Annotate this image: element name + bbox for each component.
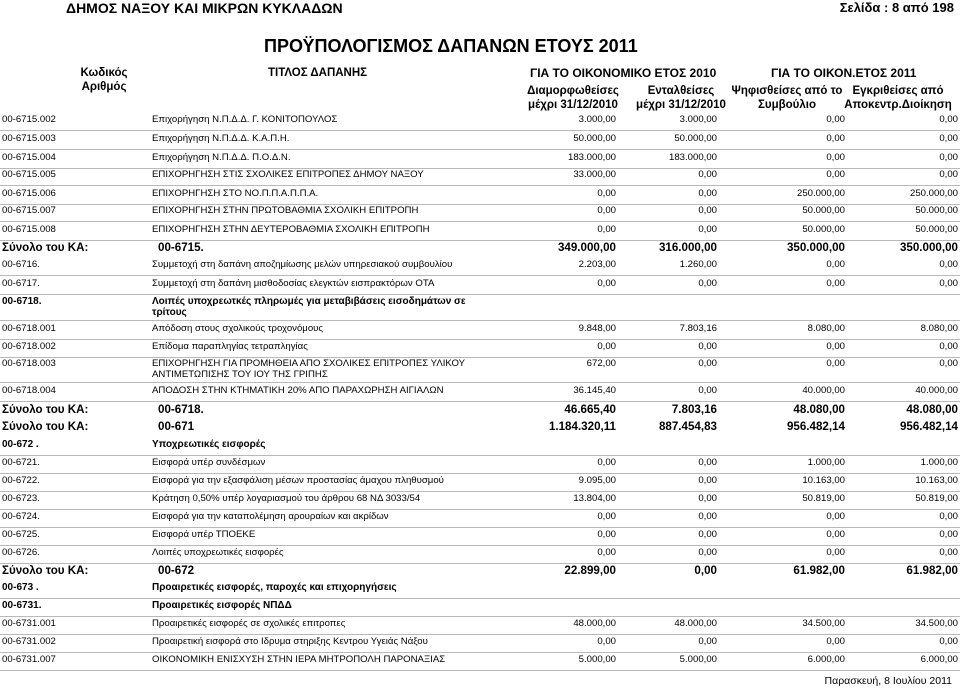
row-voted: 0,00 xyxy=(826,152,845,163)
row-ordered: 0,00 xyxy=(698,457,717,468)
table-row xyxy=(0,257,960,276)
row-shaped: 9.848,00 xyxy=(578,323,616,334)
col-shaped-header xyxy=(520,84,626,112)
table-row xyxy=(0,616,960,635)
row-code: 00-6722. xyxy=(2,475,40,486)
row-approved: 34.500,00 xyxy=(915,618,958,629)
row-code: 00-6715.005 xyxy=(2,169,56,180)
row-ordered: 3.000,00 xyxy=(679,114,717,125)
row-shaped: 3.000,00 xyxy=(578,114,616,125)
section-code: 00-6718. xyxy=(2,296,42,307)
row-code: 00-6731.007 xyxy=(2,654,56,665)
row-code: 00-6715.002 xyxy=(2,114,56,125)
row-approved: 0,00 xyxy=(939,169,958,180)
row-approved: 0,00 xyxy=(939,636,958,647)
col-ordered-line2: μέχρι 31/12/2010 xyxy=(636,99,726,111)
row-code: 00-6718.001 xyxy=(2,323,56,334)
row-ordered: 1.260,00 xyxy=(679,259,717,270)
table-row xyxy=(0,321,960,340)
subtotal-shaped: 46.665,40 xyxy=(564,403,616,416)
subtotal-code: 00-671 xyxy=(158,420,195,433)
row-code: 00-6724. xyxy=(2,511,40,522)
row-code: 00-6716. xyxy=(2,259,40,270)
row-ordered: 0,00 xyxy=(698,547,717,558)
row-shaped: 48.000,00 xyxy=(573,618,616,629)
subtotal-ordered: 316.000,00 xyxy=(658,241,717,254)
subtotal-row xyxy=(0,563,960,581)
table-row xyxy=(0,652,960,671)
row-title: Απόδοση στους σχολικούς τροχονόμους xyxy=(152,323,324,334)
row-title: Κράτηση 0,50% υπέρ λογαριασμού του άρθρου 68 ΝΔ 3033/54 xyxy=(152,493,421,504)
row-ordered: 0,00 xyxy=(698,385,717,396)
col-title-header: ΤΙΤΛΟΣ ΔΑΠΑΝΗΣ xyxy=(268,67,368,79)
section-heading-row xyxy=(0,598,960,617)
row-voted: 50.000,00 xyxy=(802,205,845,216)
row-title: Επιχορήγηση Ν.Π.Δ.Δ. Γ. ΚΟΝΙΤΟΠΟΥΛΟΣ xyxy=(152,114,338,125)
col-code-line1: Κωδικός xyxy=(80,67,128,79)
col-group-2010: ΓΙΑ ΤΟ ΟΙΚΟΝΟΜΙΚΟ ΕΤΟΣ 2010 xyxy=(530,66,717,80)
row-shaped: 183.000,00 xyxy=(567,152,616,163)
section-code: 00-672 . xyxy=(2,439,39,450)
municipality-name: ΔΗΜΟΣ ΝΑΞΟΥ ΚΑΙ ΜΙΚΡΩΝ ΚΥΚΛΑΔΩΝ xyxy=(66,0,343,16)
row-voted: 0,00 xyxy=(826,358,845,369)
row-ordered: 7.803,16 xyxy=(679,323,717,334)
row-code: 00-6715.003 xyxy=(2,133,56,144)
table-row xyxy=(0,276,960,295)
row-code: 00-6715.007 xyxy=(2,205,56,216)
row-approved: 0,00 xyxy=(939,341,958,352)
row-ordered: 0,00 xyxy=(698,475,717,486)
row-approved: 0,00 xyxy=(939,114,958,125)
row-ordered: 0,00 xyxy=(698,278,717,289)
table-row xyxy=(0,527,960,546)
subtotal-row xyxy=(0,402,960,420)
row-shaped: 0,00 xyxy=(597,529,616,540)
row-voted: 0,00 xyxy=(826,341,845,352)
row-approved: 0,00 xyxy=(939,259,958,270)
row-ordered: 0,00 xyxy=(698,493,717,504)
section-heading-row xyxy=(0,294,960,321)
row-voted: 0,00 xyxy=(826,529,845,540)
row-voted: 0,00 xyxy=(826,511,845,522)
col-code-line2: Αριθμός xyxy=(81,81,127,93)
col-approved-line1: Εγκριθείσες από xyxy=(852,85,944,97)
row-title: Συμμετοχή στη δαπάνη αποζημίωσης μελών υπηρεσιακού συμβουλίου xyxy=(152,259,453,270)
row-shaped: 33.000,00 xyxy=(573,169,616,180)
subtotal-label: Σύνολο του ΚΑ: xyxy=(2,420,89,433)
subtotal-voted: 350.000,00 xyxy=(786,241,845,254)
row-approved: 0,00 xyxy=(939,529,958,540)
row-shaped: 50.000,00 xyxy=(573,133,616,144)
section-heading-row xyxy=(0,437,960,456)
row-code: 00-6715.004 xyxy=(2,152,56,163)
row-title: Εισφορά υπέρ ΤΠΟΕΚΕ xyxy=(152,529,256,540)
row-code: 00-6715.006 xyxy=(2,188,56,199)
row-title: Επίδομα παραπληγίας τετραπληγίας xyxy=(152,341,308,352)
subtotal-voted: 48.080,00 xyxy=(793,403,845,416)
subtotal-ordered: 0,00 xyxy=(694,564,717,577)
section-code: 00-673 . xyxy=(2,582,39,593)
row-approved: 0,00 xyxy=(939,547,958,558)
row-shaped: 0,00 xyxy=(597,341,616,352)
row-voted: 0,00 xyxy=(826,114,845,125)
row-approved: 0,00 xyxy=(939,278,958,289)
row-shaped: 5.000,00 xyxy=(578,654,616,665)
table-row xyxy=(0,203,960,222)
subtotal-code: 00-672 xyxy=(158,564,195,577)
row-ordered: 50.000,00 xyxy=(674,133,717,144)
row-shaped: 0,00 xyxy=(597,278,616,289)
col-shaped-line2: μέχρι 31/12/2010 xyxy=(528,99,618,111)
section-heading-row xyxy=(0,580,960,599)
row-ordered: 0,00 xyxy=(698,341,717,352)
row-approved: 50.000,00 xyxy=(915,224,958,235)
row-voted: 0,00 xyxy=(826,169,845,180)
document-title: ΠΡΟΫΠΟΛΟΓΙΣΜΟΣ ΔΑΠΑΝΩΝ ΕΤΟΥΣ 2011 xyxy=(264,36,638,56)
row-approved: 50.000,00 xyxy=(915,205,958,216)
section-title: Λοιπές υποχρεωτκές πληρωμές για μεταβιβάσεις εισοδημάτων σε τρίτους xyxy=(152,296,466,318)
row-code: 00-6721. xyxy=(2,457,40,468)
subtotal-ordered: 7.803,16 xyxy=(671,403,717,416)
row-title: ΕΠΙΧΟΡΗΓΗΣΗ ΣΤΗΝ ΠΡΩΤΟΒΑΘΜΙΑ ΣΧΟΛΙΚΗ ΕΠΙΤΡΟΠΗ xyxy=(152,205,419,216)
row-voted: 0,00 xyxy=(826,259,845,270)
row-voted: 0,00 xyxy=(826,278,845,289)
row-ordered: 183.000,00 xyxy=(668,152,717,163)
row-ordered: 5.000,00 xyxy=(679,654,717,665)
section-title: Υποχρεωτικές εισφορές xyxy=(152,439,266,450)
col-voted-line2: Συμβούλιο xyxy=(758,99,816,111)
subtotal-approved: 350.000,00 xyxy=(899,241,958,254)
row-shaped: 13.804,00 xyxy=(573,493,616,504)
row-title: ΕΠΙΧΟΡΗΓΗΣΗ ΓΙΑ ΠΡΟΜΗΘΕΙΑ ΑΠΟ ΣΧΟΛΙΚΕΣ ΕΠΙΤΡΟΠΕΣ ΥΛΙΚΟΥ ΑΝΤΙΜΕΤΩΠΙΣΗΣ ΤΟΥ ΙΟΥ ΤΗΣ ΓΡΙΠΗΣ xyxy=(152,358,465,380)
row-voted: 0,00 xyxy=(826,636,845,647)
table-row xyxy=(0,473,960,492)
row-title: ΟΙΚΟΝΟΜΙΚΗ ΕΝΙΣΧΥΣΗ ΣΤΗΝ ΙΕΡΑ ΜΗΤΡΟΠΟΛΗ ΠΑΡΟΝΑΞΙΑΣ xyxy=(152,654,446,665)
subtotal-approved: 956.482,14 xyxy=(899,420,958,433)
row-code: 00-6718.004 xyxy=(2,385,56,396)
row-shaped: 0,00 xyxy=(597,457,616,468)
subtotal-label: Σύνολο του ΚΑ: xyxy=(2,403,89,416)
row-ordered: 0,00 xyxy=(698,224,717,235)
section-title: Προαιρετικές εισφορές ΝΠΔΔ xyxy=(152,600,292,611)
row-title: Συμμετοχή στη δαπάνη μισθοδοσίας ελεγκτών εισπρακτόρων ΟΤΑ xyxy=(152,278,435,289)
row-ordered: 0,00 xyxy=(698,205,717,216)
table-row xyxy=(0,383,960,402)
row-voted: 34.500,00 xyxy=(802,618,845,629)
row-code: 00-6717. xyxy=(2,278,40,289)
row-approved: 0,00 xyxy=(939,152,958,163)
row-voted: 250.000,00 xyxy=(796,188,845,199)
row-shaped: 36.145,40 xyxy=(573,385,616,396)
row-voted: 6.000,00 xyxy=(807,654,845,665)
row-title: ΕΠΙΧΟΡΗΓΗΣΗ ΣΤΗΝ ΔΕΥΤΕΡΟΒΑΘΜΙΑ ΣΧΟΛΙΚΗ ΕΠΙΤΡΟΠΗ xyxy=(152,224,430,235)
col-voted-line1: Ψηφισθείσες από το xyxy=(731,85,843,97)
footer-date: Παρασκευή, 8 Ιουλίου 2011 xyxy=(824,675,952,687)
table-row xyxy=(0,222,960,241)
subtotal-shaped: 1.184.320,11 xyxy=(548,420,616,433)
col-voted-header xyxy=(728,84,846,112)
subtotal-shaped: 22.899,00 xyxy=(564,564,616,577)
table-row xyxy=(0,509,960,528)
table-row xyxy=(0,131,960,150)
row-shaped: 0,00 xyxy=(597,636,616,647)
row-title: ΕΠΙΧΟΡΗΓΗΣΗ ΣΤΟ ΝΟ.Π.Π.Α.Π.Π.Α. xyxy=(152,188,319,199)
row-approved: 6.000,00 xyxy=(920,654,958,665)
row-title: Προαιρετικές εισφορές σε σχολικές επιτροπες xyxy=(152,618,346,629)
row-shaped: 0,00 xyxy=(597,224,616,235)
subtotal-ordered: 887.454,83 xyxy=(658,420,717,433)
row-voted: 50.000,00 xyxy=(802,224,845,235)
table-row xyxy=(0,491,960,510)
table-row xyxy=(0,455,960,474)
row-voted: 1.000,00 xyxy=(807,457,845,468)
row-approved: 8.080,00 xyxy=(920,323,958,334)
subtotal-approved: 48.080,00 xyxy=(906,403,958,416)
row-voted: 10.163,00 xyxy=(802,475,845,486)
row-voted: 0,00 xyxy=(826,133,845,144)
subtotal-label: Σύνολο του ΚΑ: xyxy=(2,564,89,577)
row-shaped: 0,00 xyxy=(597,205,616,216)
col-shaped-line1: Διαμορφωθείσες xyxy=(527,85,619,97)
subtotal-code: 00-6715. xyxy=(158,241,204,254)
col-approved-header xyxy=(840,84,956,112)
subtotal-voted: 61.982,00 xyxy=(793,564,845,577)
table-row xyxy=(0,112,960,131)
col-ordered-header xyxy=(630,84,732,112)
row-title: ΑΠΟΔΟΣΗ ΣΤΗΝ ΚΤΗΜΑΤΙΚΗ 20% ΑΠΟ ΠΑΡΑΧΩΡΗΣΗ ΑΙΓΙΑΛΩΝ xyxy=(152,385,444,396)
row-code: 00-6715.008 xyxy=(2,224,56,235)
row-shaped: 0,00 xyxy=(597,511,616,522)
row-title: Εισφορά για την καταπολέμηση αρουραίων και ακρίδων xyxy=(152,511,389,522)
row-title: Εισφορά υπέρ συνδέσμων xyxy=(152,457,266,468)
row-shaped: 9.095,00 xyxy=(578,475,616,486)
row-approved: 50.819,00 xyxy=(915,493,958,504)
col-ordered-line1: Ενταλθείσες xyxy=(647,85,715,97)
subtotal-code: 00-6718. xyxy=(158,403,204,416)
row-approved: 250.000,00 xyxy=(909,188,958,199)
table-row xyxy=(0,545,960,564)
col-code-header xyxy=(74,66,134,94)
row-ordered: 48.000,00 xyxy=(674,618,717,629)
subtotal-approved: 61.982,00 xyxy=(906,564,958,577)
row-code: 00-6731.001 xyxy=(2,618,56,629)
row-ordered: 0,00 xyxy=(698,529,717,540)
table-row xyxy=(0,167,960,186)
row-approved: 1.000,00 xyxy=(920,457,958,468)
subtotal-row xyxy=(0,419,960,437)
section-code: 00-6731. xyxy=(2,600,42,611)
row-ordered: 0,00 xyxy=(698,188,717,199)
row-title: Προαιρετική εισφορά στο Ιδρυμα στηριξης Κεντρου Υγειάς Νάξου xyxy=(152,636,428,647)
table-row xyxy=(0,634,960,653)
row-ordered: 0,00 xyxy=(698,636,717,647)
subtotal-voted: 956.482,14 xyxy=(786,420,845,433)
row-ordered: 0,00 xyxy=(698,169,717,180)
row-approved: 0,00 xyxy=(939,358,958,369)
page-indicator: Σελίδα : 8 από 198 xyxy=(839,0,954,15)
row-title: Λοιπές υποχρεωτικές εισφορές xyxy=(152,547,284,558)
section-title: Προαιρετικές εισφορές, παροχές και επιχορηγήσεις xyxy=(152,582,397,593)
subtotal-shaped: 349.000,00 xyxy=(557,241,616,254)
row-code: 00-6718.002 xyxy=(2,341,56,352)
table-row xyxy=(0,356,960,383)
col-group-2011: ΓΙΑ ΤΟ ΟΙΚΟΝ.ΕΤΟΣ 2011 xyxy=(771,66,917,80)
row-code: 00-6726. xyxy=(2,547,40,558)
row-voted: 0,00 xyxy=(826,547,845,558)
row-shaped: 672,00 xyxy=(586,358,616,369)
col-approved-line2: Αποκεντρ.Διοίκηση xyxy=(844,99,952,111)
row-title: Επιχορήγηση Ν.Π.Δ.Δ. Κ.Α.Π.Η. xyxy=(152,133,290,144)
row-code: 00-6718.003 xyxy=(2,358,56,369)
row-voted: 8.080,00 xyxy=(807,323,845,334)
row-code: 00-6731.002 xyxy=(2,636,56,647)
row-approved: 0,00 xyxy=(939,133,958,144)
row-approved: 40.000,00 xyxy=(915,385,958,396)
row-ordered: 0,00 xyxy=(698,358,717,369)
row-code: 00-6725. xyxy=(2,529,40,540)
row-voted: 50.819,00 xyxy=(802,493,845,504)
row-ordered: 0,00 xyxy=(698,511,717,522)
row-voted: 40.000,00 xyxy=(802,385,845,396)
row-shaped: 2.203,00 xyxy=(578,259,616,270)
subtotal-row xyxy=(0,240,960,258)
row-approved: 10.163,00 xyxy=(915,475,958,486)
row-shaped: 0,00 xyxy=(597,188,616,199)
row-title: Επιχορήγηση Ν.Π.Δ.Δ. Π.Ο.Δ.Ν. xyxy=(152,152,291,163)
row-title: ΕΠΙΧΟΡΗΓΗΣΗ ΣΤΙΣ ΣΧΟΛΙΚΕΣ ΕΠΙΤΡΟΠΕΣ ΔΗΜΟΥ ΝΑΞΟΥ xyxy=(152,169,424,180)
row-title: Εισφορά για την εξασφάλιση μέσων προστασίας άμαχου πληθυσμού xyxy=(152,475,444,486)
row-approved: 0,00 xyxy=(939,511,958,522)
row-code: 00-6723. xyxy=(2,493,40,504)
subtotal-label: Σύνολο του ΚΑ: xyxy=(2,241,89,254)
row-shaped: 0,00 xyxy=(597,547,616,558)
